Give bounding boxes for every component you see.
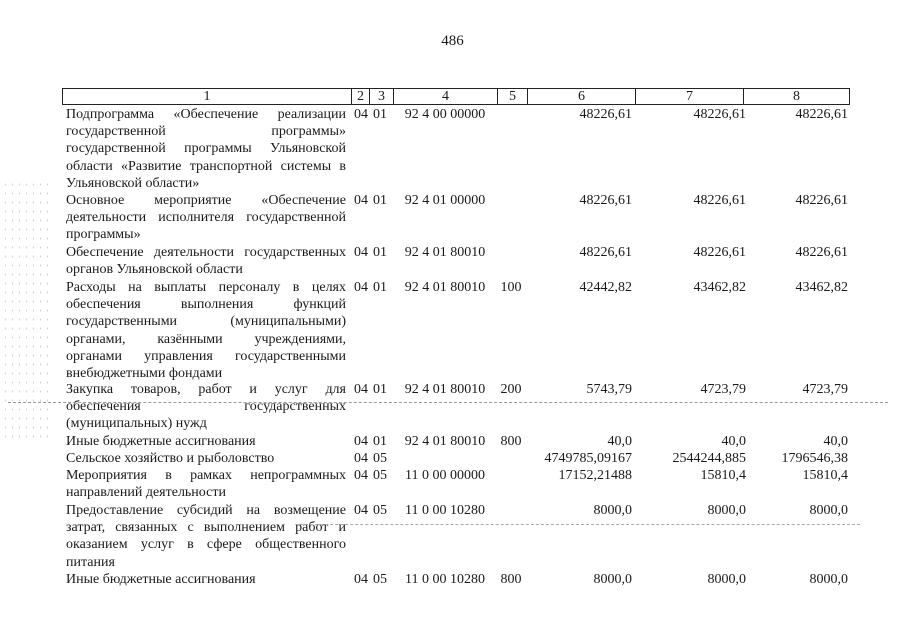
row-description: Подпрограмма «Обеспечение реализации государственной программы» государственной программы Ульяновской области «Развитие транспортной системы в Ульяновской области» [66,107,346,191]
row-cell-c4: 92 4 01 00000 [404,193,486,208]
row-cell-c6: 48226,61 [579,193,632,208]
row-cell-c8: 48226,61 [795,245,848,260]
row-cell-c5: 800 [500,434,522,449]
row-cell-c3: 01 [373,245,387,260]
row-cell-c8: 8000,0 [809,572,848,587]
row-cell-c2: 04 [354,107,368,122]
row-cell-c6: 8000,0 [593,503,632,518]
row-cell-c4: 11 0 00 00000 [405,468,485,483]
page-number: 486 [441,33,464,49]
row-cell-c6: 4749785,09167 [544,451,632,466]
row-cell-c4: 92 4 01 80010 [404,382,486,397]
row-description: Расходы на выплаты персоналу в целях обеспечения выполнения функций государственными (муниципальными) органами, казёнными учреждениями, органами управления государственными внебюджетными фондами [66,280,346,382]
row-cell-c7: 2544244,885 [672,451,746,466]
row-cell-c2: 04 [354,434,368,449]
row-cell-c2: 04 [354,193,368,208]
row-cell-c3: 01 [373,193,387,208]
row-cell-c7: 40,0 [721,434,746,449]
row-cell-c3: 01 [373,434,387,449]
row-cell-c8: 43462,82 [795,280,848,295]
row-cell-c4: 92 4 01 80010 [404,280,486,295]
header-col-1: 1 [203,89,211,104]
header-col-6: 6 [527,89,635,104]
scan-line [300,524,860,526]
row-cell-c5: 800 [500,572,522,587]
scan-noise [2,180,50,440]
row-cell-c4: 92 4 01 80010 [404,434,486,449]
table-header [62,88,850,105]
row-cell-c7: 48226,61 [693,245,746,260]
row-cell-c4: 92 4 00 00000 [404,107,486,122]
row-description: Мероприятия в рамках непрограммных направлений деятельности [66,468,346,501]
row-cell-c2: 04 [354,382,368,397]
row-cell-c2: 04 [354,245,368,260]
row-cell-c7: 48226,61 [693,107,746,122]
row-cell-c7: 15810,4 [700,468,746,483]
header-col-3: 3 [369,89,393,104]
row-cell-c3: 05 [373,503,387,518]
row-cell-c7: 8000,0 [707,503,746,518]
row-cell-c6: 48226,61 [579,107,632,122]
row-cell-c3: 01 [373,280,387,295]
row-cell-c6: 42442,82 [579,280,632,295]
row-cell-c5: 100 [500,280,522,295]
row-cell-c6: 5743,79 [586,382,632,397]
row-description: Обеспечение деятельности государственных органов Ульяновской области [66,245,346,278]
row-cell-c7: 43462,82 [693,280,746,295]
row-cell-c2: 04 [354,451,368,466]
row-cell-c4: 92 4 01 80010 [404,245,486,260]
row-cell-c3: 05 [373,451,387,466]
row-description: Сельское хозяйство и рыболовство [66,451,275,466]
row-cell-c4: 11 0 00 10280 [405,503,485,518]
row-description: Закупка товаров, работ и услуг для обеспечения государственных (муниципальных) нужд [66,382,346,432]
row-cell-c6: 8000,0 [593,572,632,587]
header-col-4: 4 [393,89,497,104]
row-cell-c2: 04 [354,468,368,483]
row-cell-c3: 05 [373,572,387,587]
row-description: Предоставление субсидий на возмещение затрат, связанных с выполнением работ и оказанием услуг в сфере общественного питания [66,503,346,570]
row-cell-c8: 15810,4 [802,468,848,483]
row-cell-c7: 48226,61 [693,193,746,208]
row-cell-c8: 1796546,38 [781,451,848,466]
row-description: Иные бюджетные ассигнования [66,572,256,587]
row-cell-c3: 01 [373,107,387,122]
row-cell-c8: 40,0 [823,434,848,449]
row-cell-c2: 04 [354,503,368,518]
row-cell-c5: 200 [500,382,522,397]
row-cell-c8: 8000,0 [809,503,848,518]
row-description: Иные бюджетные ассигнования [66,434,256,449]
row-cell-c3: 01 [373,382,387,397]
row-cell-c7: 8000,0 [707,572,746,587]
row-cell-c8: 4723,79 [802,382,848,397]
row-cell-c4: 11 0 00 10280 [405,572,485,587]
row-cell-c7: 4723,79 [700,382,746,397]
row-cell-c8: 48226,61 [795,193,848,208]
row-cell-c8: 48226,61 [795,107,848,122]
header-col-7: 7 [635,89,743,104]
header-col-2: 2 [351,89,369,104]
row-cell-c3: 05 [373,468,387,483]
scan-line [8,402,888,404]
row-cell-c6: 17152,21488 [558,468,632,483]
header-col-8: 8 [743,89,849,104]
header-col-5: 5 [497,89,527,104]
row-cell-c2: 04 [354,572,368,587]
row-cell-c2: 04 [354,280,368,295]
row-description: Основное мероприятие «Обеспечение деятельности исполнителя государственной программы» [66,193,346,243]
row-cell-c6: 48226,61 [579,245,632,260]
row-cell-c6: 40,0 [607,434,632,449]
